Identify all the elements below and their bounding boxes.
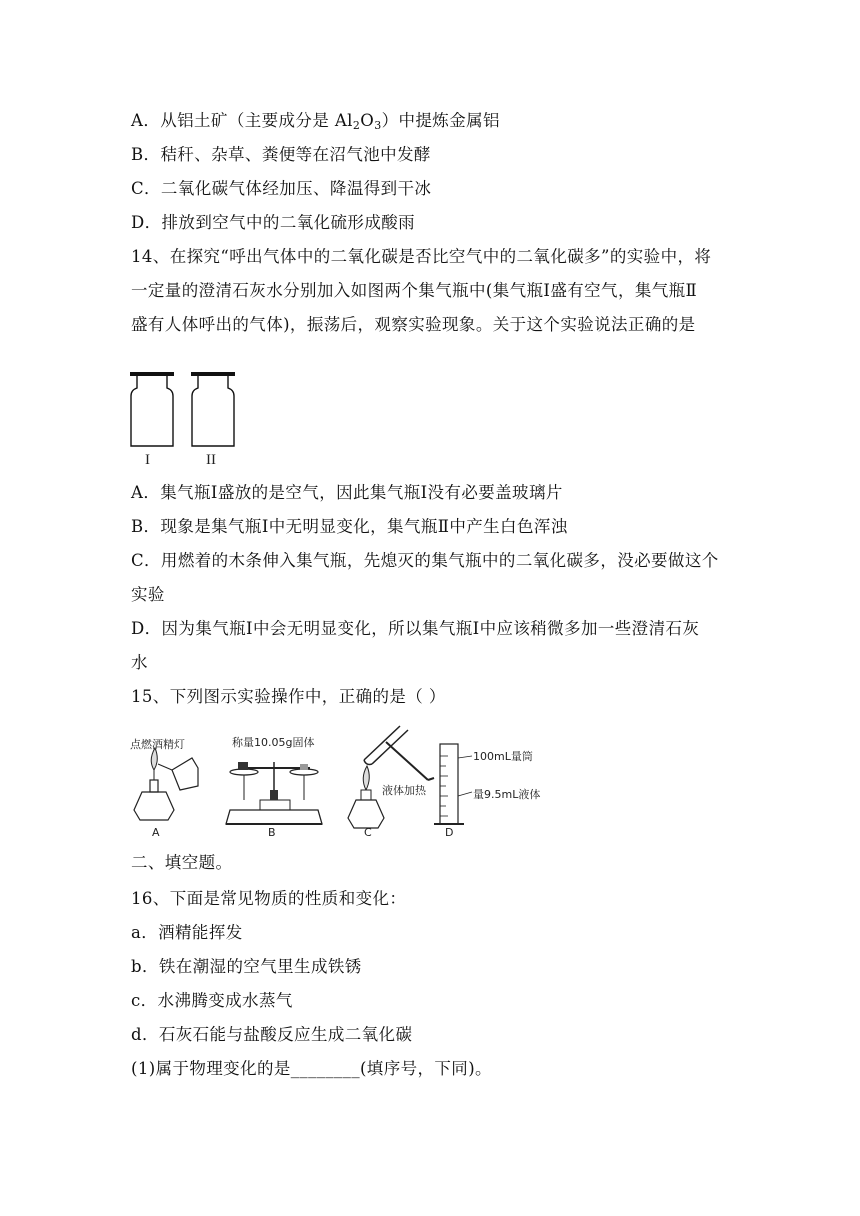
section-heading: 二、填空题。 <box>131 853 233 872</box>
q14-option-d-line-1: D．因为集气瓶Ⅰ中会无明显变化，所以集气瓶Ⅰ中应该稍微多加一些澄清石灰 <box>131 619 700 638</box>
bottle-label-1: I <box>145 452 150 468</box>
q13-option-b: B．秸秆、杂草、粪便等在沼气池中发酵 <box>131 145 431 164</box>
q16-item-a: a．酒精能挥发 <box>131 923 243 942</box>
caption-heat-liquid: 液体加热 <box>382 784 426 797</box>
q15-stem: 15、下列图示实验操作中，正确的是（ ） <box>131 687 446 706</box>
caption-cylinder: 100mL量筒 <box>473 750 533 763</box>
figure-letter-b: B <box>268 826 276 839</box>
gas-bottle-1 <box>131 376 173 446</box>
q16-item-c: c．水沸腾变成水蒸气 <box>131 991 293 1010</box>
figure-letter-d: D <box>445 826 454 839</box>
caption-weigh-solid: 称量10.05g固体 <box>232 736 315 749</box>
q16-stem: 16、下面是常见物质的性质和变化： <box>131 889 407 908</box>
q14-option-b: B．现象是集气瓶Ⅰ中无明显变化，集气瓶Ⅱ中产生白色浑浊 <box>131 517 568 536</box>
q14-stem-line-1: 14、在探究“呼出气体中的二氧化碳是否比空气中的二氧化碳多”的实验中，将 <box>131 247 712 266</box>
balance-b <box>226 762 322 824</box>
lab-operations-figure <box>128 720 541 842</box>
glass-plate-2 <box>191 372 235 376</box>
lab-operations-drawing <box>128 720 528 842</box>
alcohol-lamp-a <box>134 748 198 820</box>
q13-option-c: C．二氧化碳气体经加压、降温得到干冰 <box>131 179 432 198</box>
caption-measure-liquid: 量9.5mL液体 <box>473 788 541 801</box>
q16-subquestion-1: (1)属于物理变化的是________(填序号，下同)。 <box>131 1059 492 1078</box>
gas-bottles-figure <box>128 364 248 472</box>
q16-item-d: d．石灰石能与盐酸反应生成二氧化碳 <box>131 1025 413 1044</box>
heating-setup-c <box>348 726 434 828</box>
bottle-label-2: II <box>206 452 216 468</box>
glass-plate-1 <box>130 372 174 376</box>
q14-stem-line-3: 盛有人体呼出的气体)，振荡后，观察实验现象。关于这个实验说法正确的是 <box>131 315 696 334</box>
q13-option-a: A．从铝土矿（主要成分是 $Al_2O_3$）中提炼金属铝 <box>131 111 500 132</box>
q14-option-c-line-2: 实验 <box>131 585 165 604</box>
gas-bottle-2 <box>192 376 234 446</box>
figure-letter-a: A <box>152 826 160 839</box>
q14-option-c-line-1: C．用燃着的木条伸入集气瓶，先熄灭的集气瓶中的二氧化碳多，没必要做这个 <box>131 551 719 570</box>
q14-stem-line-2: 一定量的澄清石灰水分别加入如图两个集气瓶中(集气瓶Ⅰ盛有空气，集气瓶Ⅱ <box>131 281 698 300</box>
q16-item-b: b．铁在潮湿的空气里生成铁锈 <box>131 957 362 976</box>
q14-option-d-line-2: 水 <box>131 653 148 672</box>
figure-letter-c: C <box>364 826 372 839</box>
graduated-cylinder-d <box>434 744 472 824</box>
caption-light-lamp: 点燃酒精灯 <box>130 738 185 751</box>
q14-option-a: A．集气瓶Ⅰ盛放的是空气，因此集气瓶Ⅰ没有必要盖玻璃片 <box>131 483 563 502</box>
q13-option-d: D．排放到空气中的二氧化硫形成酸雨 <box>131 213 416 232</box>
